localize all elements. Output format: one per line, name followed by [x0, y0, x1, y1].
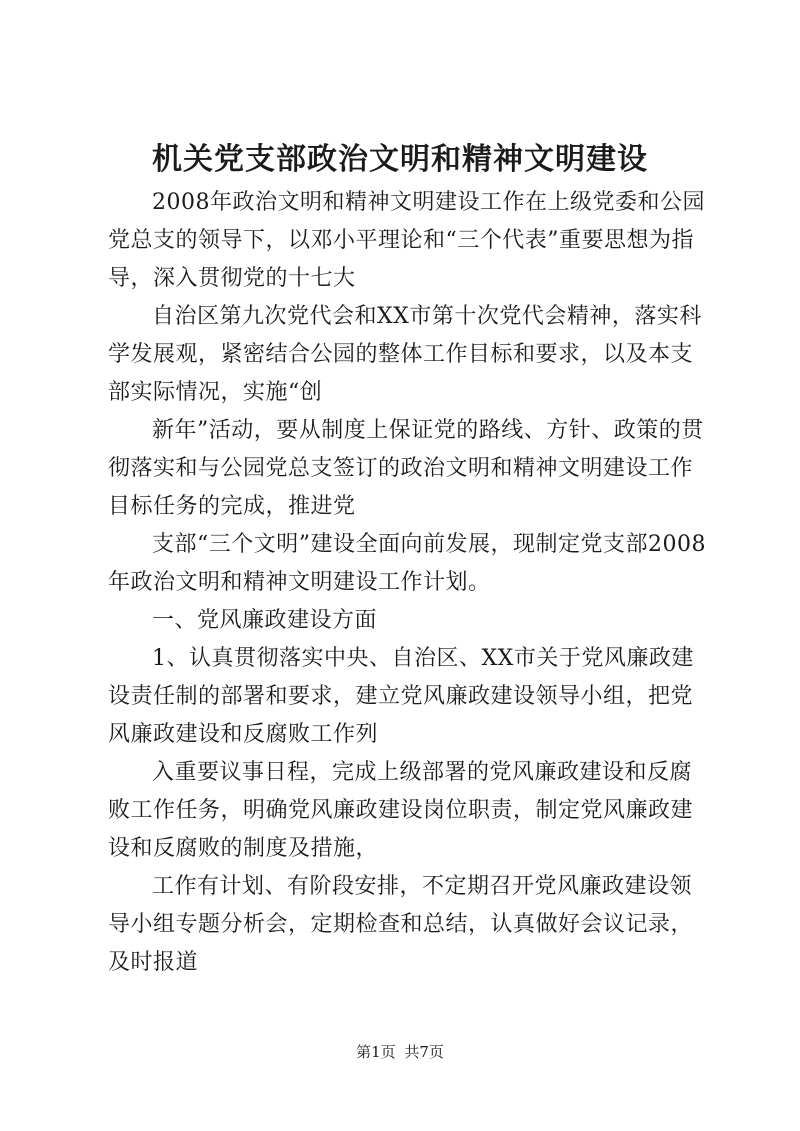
section-heading: 一、党风廉政建设方面	[152, 608, 378, 633]
page-footer	[0, 1042, 800, 1062]
page-total: 共7页	[404, 1043, 444, 1061]
paragraph-2: 自治区第九次党代会和XX市第十次党代会精神，落实科学发展观，紧密结合公园的整体工作目标和要求，以及本支部实际情况，实施“创	[108, 304, 702, 405]
document-title: 机关党支部政治文明和精神文明建设	[152, 142, 648, 177]
paragraph-5: 1、认真贯彻落实中央、自治区、XX市关于党风廉政建设责任制的部署和要求，建立党风廉政建设领导小组，把党风廉政建设和反腐败工作列	[108, 646, 694, 747]
paragraph-1: 2008年政治文明和精神文明建设工作在上级党委和公园党总支的领导下，以邓小平理论和“三个代表”重要思想为指导，深入贯彻党的十七大	[108, 190, 705, 291]
paragraph-7: 工作有计划、有阶段安排，不定期召开党风廉政建设领导小组专题分析会，定期检查和总结，认真做好会议记录，及时报道	[108, 874, 694, 975]
page-number: 第1页	[356, 1043, 396, 1061]
document-body	[108, 184, 708, 982]
paragraph-3: 新年”活动，要从制度上保证党的路线、方针、政策的贯彻落实和与公园党总支签订的政治文明和精神文明建设工作目标任务的完成，推进党	[108, 418, 704, 519]
paragraph-6: 入重要议事日程，完成上级部署的党风廉政建设和反腐败工作任务，明确党风廉政建设岗位职责，制定党风廉政建设和反腐败的制度及措施，	[108, 760, 694, 861]
paragraph-4: 支部“三个文明”建设全面向前发展，现制定党支部2008年政治文明和精神文明建设工作计划。	[108, 532, 706, 595]
